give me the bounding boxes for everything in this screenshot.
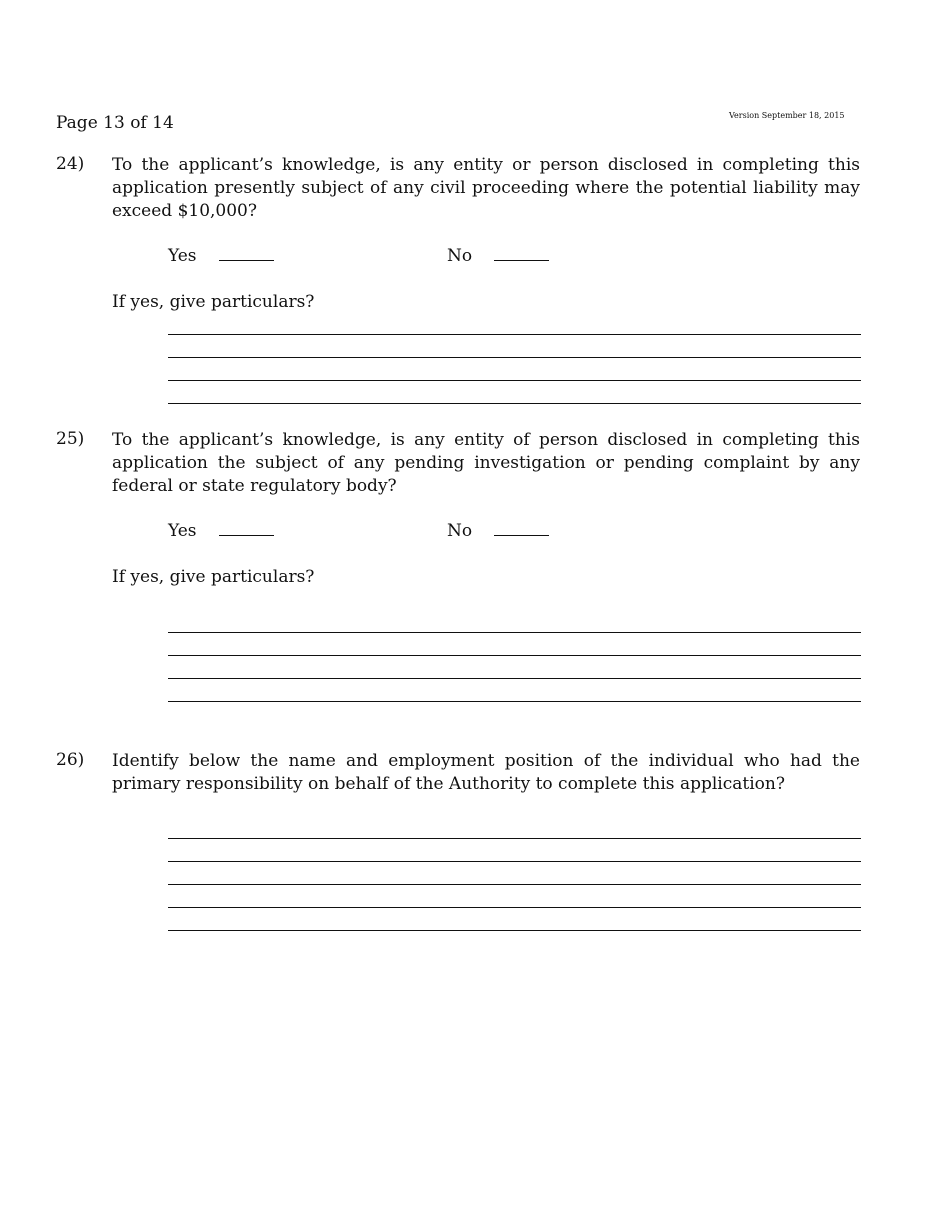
yes-option-25[interactable] bbox=[168, 521, 274, 541]
question-number: 26) bbox=[56, 750, 85, 770]
no-option-24[interactable] bbox=[447, 246, 549, 266]
answer-line[interactable] bbox=[168, 907, 861, 908]
no-label: No bbox=[447, 521, 473, 541]
no-option-25[interactable] bbox=[447, 521, 549, 541]
question-number: 25) bbox=[56, 429, 85, 449]
question-text: To the applicant’s knowledge, is any entity of person disclosed in completing this application the subject of any pending investigation or pending complaint by any federal or state regulatory body? bbox=[112, 430, 860, 496]
question-25 bbox=[56, 429, 860, 498]
page-number: Page 13 of 14 bbox=[56, 113, 174, 133]
question-24 bbox=[56, 154, 860, 223]
answer-line[interactable] bbox=[168, 655, 861, 656]
version-note: Version September 18, 2015 bbox=[729, 111, 845, 120]
particulars-label-24: If yes, give particulars? bbox=[112, 292, 315, 312]
no-blank[interactable] bbox=[494, 534, 549, 536]
yes-label: Yes bbox=[168, 521, 197, 541]
answer-line[interactable] bbox=[168, 678, 861, 679]
yes-option-24[interactable] bbox=[168, 246, 274, 266]
answer-line[interactable] bbox=[168, 838, 861, 839]
particulars-label-25: If yes, give particulars? bbox=[112, 567, 315, 587]
answer-line[interactable] bbox=[168, 632, 861, 633]
answer-line[interactable] bbox=[168, 334, 861, 335]
question-text: Identify below the name and employment position of the individual who had the primary responsibility on behalf of the Authority to complete this application? bbox=[112, 751, 860, 794]
answer-line[interactable] bbox=[168, 930, 861, 931]
no-blank[interactable] bbox=[494, 259, 549, 261]
no-label: No bbox=[447, 246, 473, 266]
question-text: To the applicant’s knowledge, is any entity or person disclosed in completing this application presently subject of any civil proceeding where the potential liability may exceed $10,000? bbox=[112, 155, 860, 221]
yes-blank[interactable] bbox=[219, 259, 274, 261]
answer-line[interactable] bbox=[168, 861, 861, 862]
answer-line[interactable] bbox=[168, 701, 861, 702]
answer-line[interactable] bbox=[168, 357, 861, 358]
answer-line[interactable] bbox=[168, 380, 861, 381]
question-26 bbox=[56, 750, 860, 796]
yes-blank[interactable] bbox=[219, 534, 274, 536]
answer-line[interactable] bbox=[168, 884, 861, 885]
answer-line[interactable] bbox=[168, 403, 861, 404]
question-number: 24) bbox=[56, 154, 85, 174]
yes-label: Yes bbox=[168, 246, 197, 266]
